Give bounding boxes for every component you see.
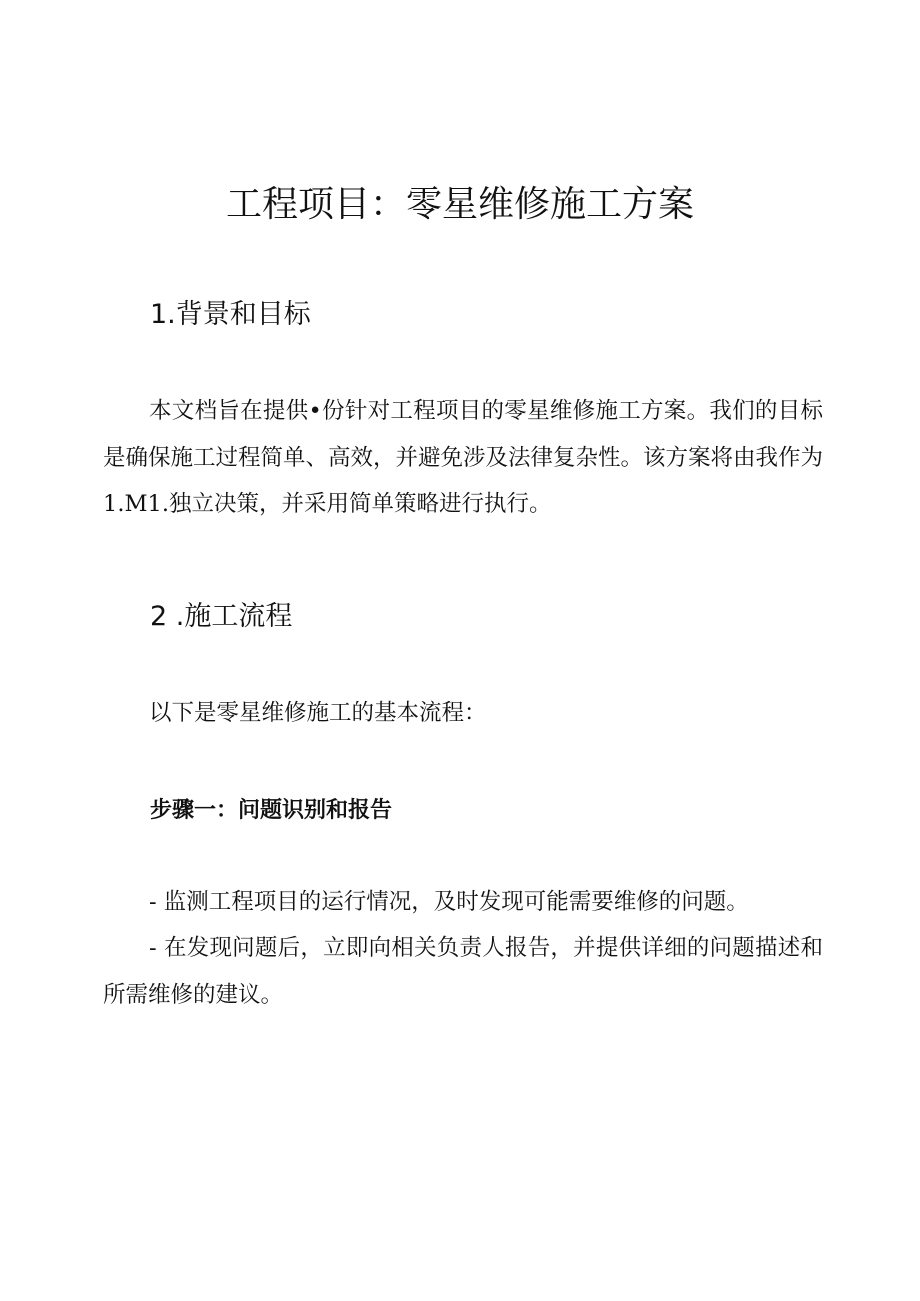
section-heading-background: 1.背景和目标	[150, 299, 311, 330]
document-title: 工程项目：零星维修施工方案	[225, 184, 694, 225]
process-intro: 以下是零星维修施工的基本流程：	[149, 700, 487, 726]
step-bullet-report: - 在发现问题后，立即向相关负责人报告，并提供详细的问题描述和所需维修的建议。	[103, 935, 823, 1008]
step-one-title: 步骤一：问题识别和报告	[150, 798, 393, 823]
section-heading-process: 2 .施工流程	[150, 601, 293, 632]
background-paragraph: 本文档旨在提供•份针对工程项目的零星维修施工方案。我们的目标是确保施工过程简单、高效，并避免涉及法律复杂性。该方案将由我作为1.M1.独立决策，并采用简单策略进行执行。	[103, 398, 824, 517]
step-bullet-monitor: - 监测工程项目的运行情况，及时发现可能需要维修的问题。	[149, 889, 749, 915]
